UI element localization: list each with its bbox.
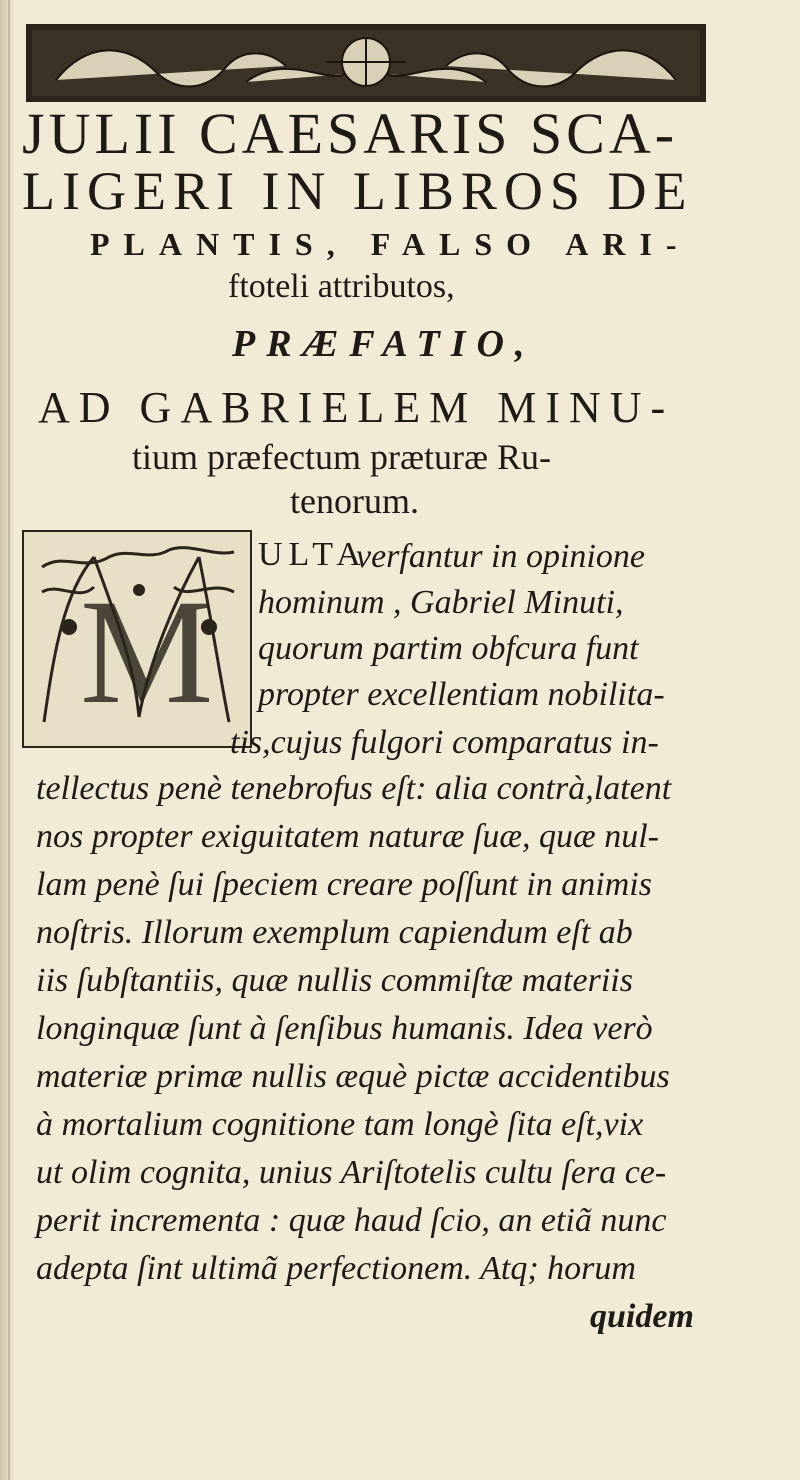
body-line: tellectus penè tenebrofus eſt: alia contrà,latent [36,770,672,807]
body-line: materiæ primæ nullis æquè pictæ accidentibus [36,1058,670,1095]
body-line: hominum , Gabriel Minuti, [258,584,624,621]
body-line: nos propter exiguitatem naturæ ſuæ, quæ nul- [36,818,660,855]
page-gutter [0,0,14,1480]
body-line: propter excellentiam nobilita- [258,676,665,713]
body-line: longinquæ ſunt à ſenſibus humanis. Idea verò [36,1010,653,1047]
body-line: noſtris. Illorum exemplum capiendum eſt ab [36,914,633,951]
initial-letter-text: M [80,569,214,735]
body-line: ut olim cognita, unius Ariſtotelis cultu ſera ce- [36,1154,667,1191]
decorated-initial-m [22,530,252,748]
dedication-line-1: AD GABRIELEM MINU- [38,383,675,432]
body-line: verfantur in opinione [356,538,645,575]
title-line-2: LIGERI IN LIBROS DE [22,161,694,221]
first-word: ULTA [258,536,367,573]
body-line: à mortalium cognitione tam longè ſita eſt,vix [36,1106,644,1143]
dedication-line-3: tenorum. [290,481,419,521]
title-line-4: ftoteli attributos, [228,268,455,305]
title-line-3: PLANTIS, FALSO ARI- [90,226,691,262]
gutter-line [8,0,10,1480]
body-line: perit incrementa : quæ haud ſcio, an etiã nunc [36,1202,667,1239]
title-line-1: JULII CAESARIS SCA- [22,101,679,166]
body-line: quorum partim obfcura funt [258,630,639,667]
body-line: iis ſubſtantiis, quæ nullis commiſtæ materiis [36,962,633,999]
catchword: quidem [590,1298,694,1335]
dedication-line-2: tium præfectum præturæ Ru- [132,437,551,477]
praefatio-heading: PRÆFATIO, [232,323,536,365]
body-line: tis,cujus fulgori comparatus in- [230,724,659,761]
body-line: adepta ſint ultimã perfectionem. Atq; horum [36,1250,636,1287]
body-line: lam penè ſui ſpeciem creare poſſunt in animis [36,866,652,903]
ornamental-headpiece [26,22,706,104]
